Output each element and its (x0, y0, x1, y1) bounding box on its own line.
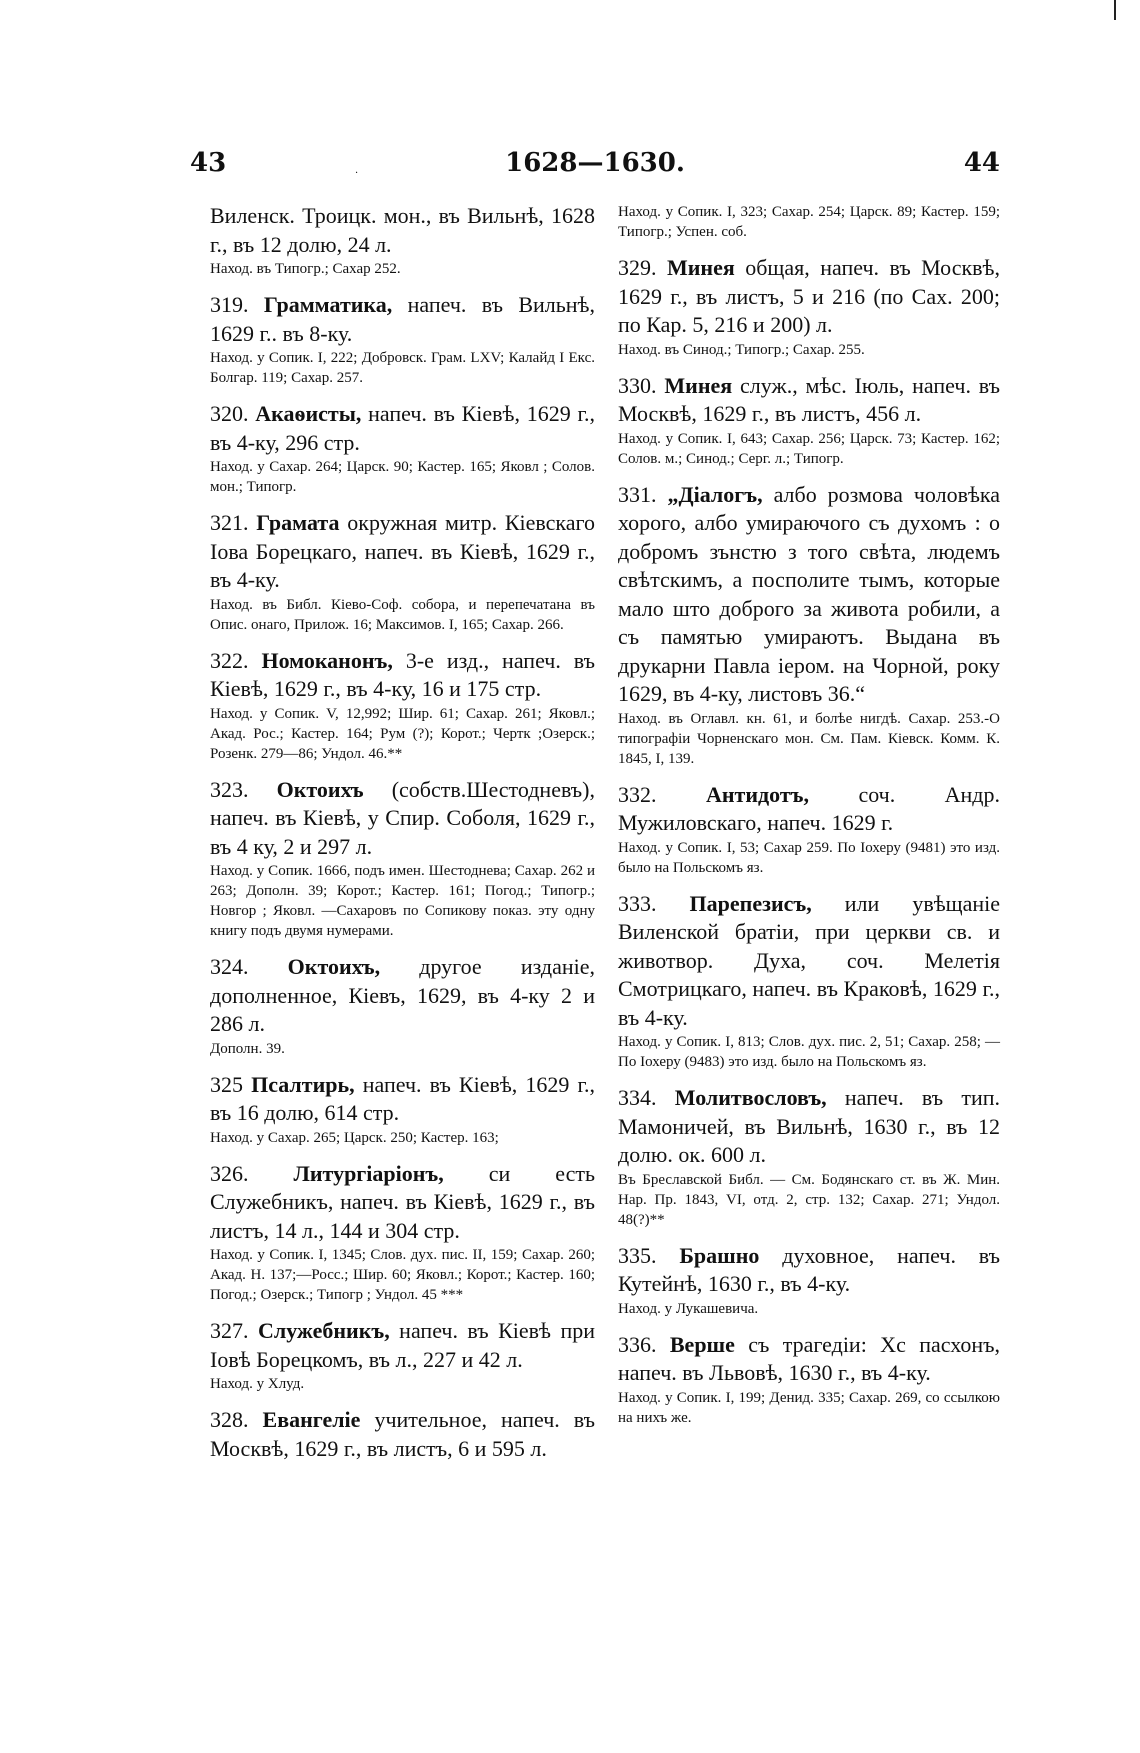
entry-text (210, 1160, 595, 1246)
entry-title: Минея (664, 372, 733, 398)
entry-note: Наход. у Сахар. 265; Царск. 250; Кастер. 163; (210, 1129, 499, 1146)
catalog-entry (210, 776, 595, 942)
entry-number: 335. (618, 1242, 657, 1268)
entry-title: Грамата (256, 510, 340, 535)
entry-title: Минея (666, 255, 735, 280)
entry-title: Октоихъ (276, 776, 364, 802)
entry-title: Октоихъ, (287, 954, 381, 979)
entry-description: соч. Андр. Мужиловскаго, напеч. 1629 г. (618, 781, 1000, 835)
entry-note: Наход. у Сопик. V, 12,992; Шир. 61; Сахар. 261; Яковл.; Акад. Рос.; Кастер. 164; Рум (?); Корот.; Чертк ;Озерск.; Розенк. 279—86; Ундол. 46.** (210, 705, 595, 762)
entry-number: 326. (210, 1160, 249, 1186)
entry-description: съ трагедіи: Хс пасхонъ, напеч. въ Львовѣ, 1630 г., въ 4-ку. (618, 1331, 1001, 1385)
page-number-right: 44 (963, 148, 1000, 178)
dot-mark: · (355, 168, 359, 179)
entry-text (210, 776, 595, 862)
entry-text (210, 509, 595, 595)
entry-number: 320. (210, 401, 249, 426)
catalog-entry (618, 481, 1000, 769)
entry-note: Наход. у Лукашевича. (618, 1300, 759, 1317)
entry-number: 322. (210, 647, 249, 673)
entry-number: 325 (210, 1071, 243, 1097)
entry-title: Антидотъ, (705, 781, 809, 807)
entry-text (618, 372, 1000, 429)
entry-note: Дополн. 39. (210, 1040, 285, 1057)
entry-number: 327. (210, 1318, 249, 1343)
entry-title: Номоканонъ, (261, 647, 393, 673)
entry-number: 330. (618, 372, 657, 398)
entry-number: 324. (210, 954, 249, 979)
entry-number: 331. (618, 481, 657, 507)
left-column (210, 202, 595, 1475)
entry-note: Наход. у Сопик. I, 199; Денид. 335; Сахар. 269, со ссылкою на нихъ же. (618, 1389, 1000, 1426)
catalog-entry (210, 291, 595, 388)
catalog-entry (210, 1406, 595, 1463)
entry-text (210, 291, 595, 348)
catalog-entry (210, 1317, 595, 1394)
entry-title: Грамматика, (263, 292, 393, 317)
entry-description: (собств.Шестодневъ), напеч. въ Кіевѣ, у Спир. Соболя, 1629 г., въ 4 ку, 2 и 297 л. (210, 776, 596, 859)
entry-description: учительное, напеч. въ Москвѣ, 1629 г., въ листъ, 6 и 595 л. (210, 1407, 596, 1461)
entry-text (210, 1406, 595, 1463)
page-edge-mark (1114, 0, 1116, 20)
running-title-years: 1628—1630. (505, 148, 685, 178)
entry-description: духовное, напеч. въ Кутейнѣ, 1630 г., въ 4-ку. (618, 1242, 1001, 1296)
entry-note: Наход. у Сопик. 1666, подъ имен. Шестоднева; Сахар. 262 и 263; Дополн. 39; Корот.; Кастер. 161; Погод.; Типогр.; Новгор ; Яковл. —Сахаровъ по Сопикову показ. эту одну книгу подъ двумя нумерами. (210, 863, 595, 939)
entry-note: Наход. у Сопик. I, 323; Сахар. 254; Царск. 89; Кастер. 159; Типогр.; Успен. соб. (618, 204, 1000, 240)
entry-text (210, 953, 595, 1039)
entry-note: Наход. у Сахар. 264; Царск. 90; Кастер. 165; Яковл ; Солов. мон.; Типогр. (210, 459, 595, 495)
entry-description: 3-е изд., напеч. въ Кіевѣ, 1629 г., въ 4-ку, 16 и 175 стр. (210, 647, 596, 701)
entry-number: 319. (210, 292, 249, 317)
entry-title: Верше (669, 1331, 735, 1357)
entry-note: Наход. въ Оглавл. кн. 61, и болѣе нигдѣ. Сахар. 253.-О типографіи Чорненскаго мон. См. Пам. Кіевск. Комм. К. 1845, I, 139. (618, 710, 1000, 767)
catalog-entry (618, 890, 1000, 1073)
catalog-entry (210, 1160, 595, 1306)
catalog-entry (210, 202, 595, 279)
entry-title: Акаѳисты, (255, 401, 362, 426)
entry-number: 334. (618, 1085, 657, 1110)
entry-description: си есть Служебникъ, напеч. въ Кіевѣ, 1629 г., въ листъ, 14 л., 144 и 304 стр. (210, 1160, 595, 1243)
entry-text (618, 890, 1000, 1033)
entry-note: Наход. у Сопик. I, 813; Слов. дух. пис. 2, 51; Сахар. 258; — По Іохеру (9483) это изд. было на Польскомъ яз. (618, 1034, 1000, 1070)
entry-description: окружная митр. Кіевскаго Іова Борецкаго, напеч. въ Кіевѣ, 1629 г., въ 4-ку. (210, 510, 596, 592)
catalog-entry (618, 372, 1000, 469)
entry-text (618, 1331, 1000, 1388)
entry-title: Литургіаріонъ, (293, 1160, 444, 1186)
entry-description: служ., мѣс. Іюль, напеч. въ Москвѣ, 1629 г., въ листъ, 456 л. (618, 372, 1001, 426)
entry-number: 332. (618, 781, 657, 807)
entry-description: или увѣщаніе Виленской братіи, при церкви св. и животвор. Духа, соч. Мелетія Смотрицкаго, напеч. въ Краковѣ, 1629 г., въ 4-ку. (618, 890, 1001, 1030)
entry-text (618, 481, 1000, 709)
catalog-entry (210, 953, 595, 1059)
entry-description: Виленск. Троицк. мон., въ Вильнѣ, 1628 г., въ 12 долю, 24 л. (210, 203, 595, 257)
entry-text (210, 1317, 595, 1374)
entry-note: Наход. у Сопик. I, 53; Сахар 259. По Іохеру (9481) это изд. было на Польскомъ яз. (618, 839, 1000, 876)
entry-title: Служебникъ, (257, 1318, 390, 1343)
page-header (190, 148, 1000, 188)
catalog-entry (618, 781, 1000, 878)
entry-description: напеч. въ Вильнѣ, 1629 г.. въ 8-ку. (210, 292, 596, 346)
entry-number: 323. (210, 776, 249, 802)
catalog-entry (618, 254, 1000, 360)
entry-title: „Діалогъ, (667, 481, 763, 507)
entry-text (210, 400, 595, 457)
entry-title: Брашно (679, 1242, 760, 1268)
entry-number: 333. (618, 890, 657, 916)
entry-note: Наход. у Сопик. I, 222; Добровск. Грам. LXV; Калайд I Екс. Болгар. 119; Сахар. 257. (210, 350, 595, 386)
entry-title: Парепезисъ, (689, 890, 812, 916)
entry-description: напеч. въ Кіевѣ, 1629 г., въ 4-ку, 296 стр. (210, 401, 595, 455)
entry-text (210, 1071, 595, 1128)
entry-note: Наход. у Сопик. I, 643; Сахар. 256; Царск. 73; Кастер. 162; Солов. м.; Синод.; Серг. л.; Типогр. (618, 430, 1000, 467)
entry-title: Псалтирь, (251, 1071, 355, 1097)
entry-number: 328. (210, 1407, 249, 1432)
catalog-entry (210, 400, 595, 497)
entry-description: другое изданіе, дополненное, Кіевъ, 1629, въ 4-ку 2 и 286 л. (210, 954, 596, 1036)
entry-text (618, 781, 1000, 838)
catalog-entry (618, 1242, 1000, 1319)
right-column (618, 202, 1000, 1440)
entry-description: напеч. въ Кіевѣ при Іовѣ Борецкомъ, въ л., 227 и 42 л. (210, 1318, 596, 1372)
entry-description: напеч. въ тип. Мамоничей, въ Вильнѣ, 1630 г., въ 12 долю. ок. 600 л. (618, 1085, 1001, 1167)
catalog-entry (618, 202, 1000, 242)
entry-description: албо розмова чоловѣка хорого, албо умираючого съ духомъ : о добромъ зънстю з того свѣта, людемъ свѣтскимъ, а посполите тымъ, которые мало што доброго за живота робили, а съ памятью умираютъ. Выдана въ друкарни Павла іером. на Чорной, року 1629, въ 4-ку, листовъ 36.“ (618, 481, 1001, 706)
entry-number: 336. (618, 1331, 657, 1357)
entry-text (618, 1242, 1000, 1299)
catalog-entry (618, 1331, 1000, 1428)
page-number-left: 43 (190, 148, 227, 178)
catalog-entry (210, 1071, 595, 1148)
entry-text (618, 254, 1000, 340)
entry-note: Наход. въ Библ. Кіево-Соф. собора, и перепечатана въ Опис. онаго, Прилож. 16; Максимов. I, 165; Сахар. 266. (210, 596, 595, 633)
entry-number: 329. (618, 255, 657, 280)
entry-text (618, 1084, 1000, 1170)
entry-note: Наход. въ Типогр.; Сахар 252. (210, 261, 401, 277)
entry-note: Наход. у Хлуд. (210, 1376, 305, 1392)
entry-title: Молитвословъ, (674, 1085, 827, 1110)
entry-text (210, 647, 595, 704)
catalog-entry (210, 509, 595, 635)
catalog-entry (210, 647, 595, 764)
catalog-entry (618, 1084, 1000, 1230)
entry-description: напеч. въ Кіевѣ, 1629 г., въ 16 долю, 614 стр. (210, 1071, 596, 1125)
entry-title: Евангеліе (262, 1407, 361, 1432)
entry-text (210, 202, 595, 259)
entry-number: 321. (210, 510, 249, 535)
entry-description: общая, напеч. въ Москвѣ, 1629 г., въ листъ, 5 и 216 (по Сах. 200; по Кар. 5, 216 и 200) л. (618, 255, 1001, 337)
entry-note: Наход. у Сопик. I, 1345; Слов. дух. пис. II, 159; Сахар. 260; Акад. Н. 137;—Росс.; Шир. 60; Яковл.; Корот.; Кастер. 160; Погод.; Озерск.; Типогр ; Ундол. 45 *** (210, 1247, 595, 1303)
entry-note: Наход. въ Синод.; Типогр.; Сахар. 255. (618, 341, 865, 358)
entry-note: Въ Бреславской Библ. — См. Бодянскаго ст. въ Ж. Мин. Нар. Пр. 1843, VI, отд. 2, стр. 132; Сахар. 271; Ундол. 48(?)** (618, 1171, 1000, 1228)
